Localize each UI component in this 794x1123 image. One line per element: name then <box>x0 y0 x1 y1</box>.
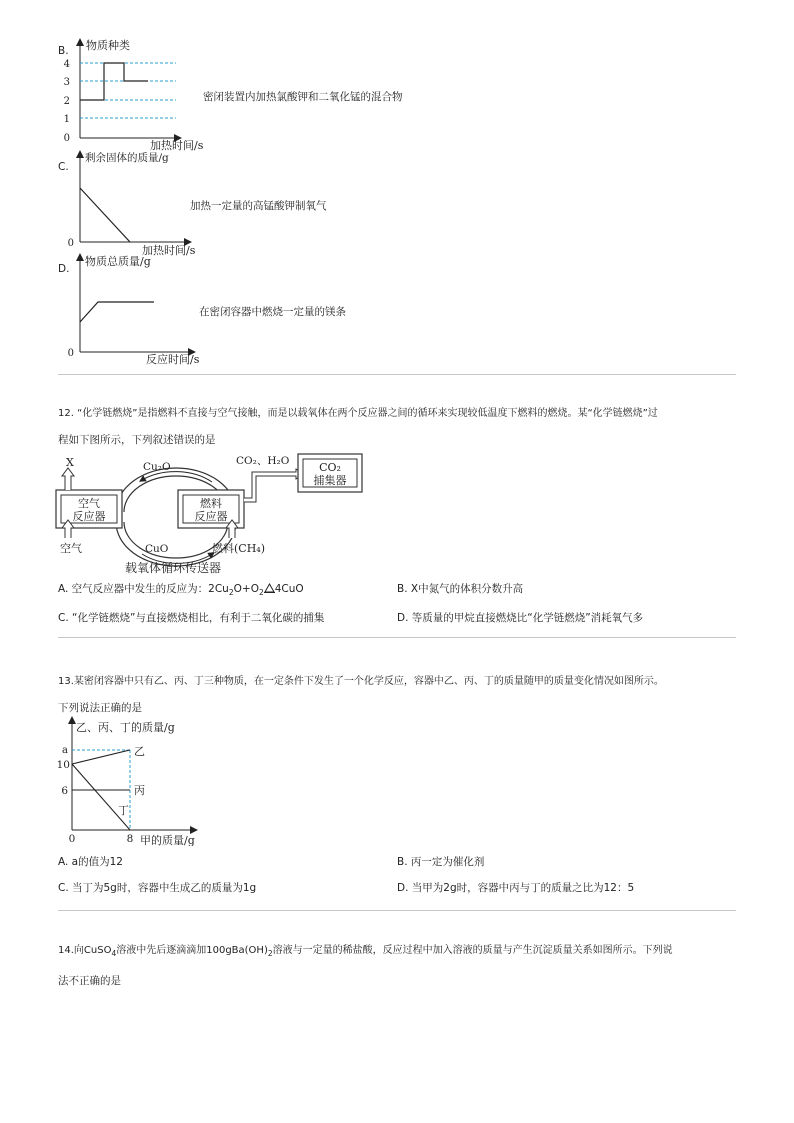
q13-option-c: C. 当丁为5g时，容器中生成乙的质量为1g <box>58 882 257 894</box>
q13-stem-line1: 13.某密闭容器中只有乙、丙、丁三种物质，在一定条件下发生了一个化学反应，容器中乙、丙、丁的质量随甲的质量变化情况如图所示。 <box>58 676 664 687</box>
q12-option-a-mid2: 4CuO <box>274 583 304 595</box>
divider <box>58 374 736 375</box>
q12-option-a <box>58 581 304 597</box>
y-axis-label: 剩余固体的质量/g <box>85 152 169 164</box>
tick-3: 3 <box>63 77 70 88</box>
products-label: CO₂、H₂O <box>236 455 290 467</box>
line-ding <box>72 764 130 830</box>
q12-option-a-mid1: O+O <box>233 583 259 595</box>
q14-sub-2: 2 <box>267 949 273 958</box>
q12-option-a-sub2: 2 <box>258 588 264 598</box>
x-axis-label: 反应时间/s <box>146 353 200 366</box>
product-pipe <box>244 469 304 502</box>
q13-chart <box>56 716 216 846</box>
option-letter-b: B. <box>58 45 69 57</box>
tick-1: 1 <box>63 114 70 125</box>
label-yi: 乙 <box>134 745 145 758</box>
tick-8: 8 <box>126 833 134 845</box>
q13-option-b: B. 丙一定为催化剂 <box>397 856 485 868</box>
x-axis-label: 甲的质量/g <box>140 834 195 846</box>
cu2o-label: Cu₂O <box>143 461 171 473</box>
collector-label-2: 捕集器 <box>313 474 347 487</box>
chemical-loop-diagram <box>52 450 372 578</box>
divider <box>58 637 736 638</box>
q12-option-b: B. X中氮气的体积分数升高 <box>397 583 524 595</box>
collector-label-1: CO₂ <box>319 461 341 474</box>
q14-stem-line1 <box>58 946 673 958</box>
y-axis-label: 物质总质量/g <box>85 255 151 268</box>
x-label: X <box>66 456 74 469</box>
y-axis-label: 物质种类 <box>86 39 130 52</box>
y-axis-label: 乙、丙、丁的质量/g <box>76 721 175 734</box>
air-reactor-label-2: 反应器 <box>72 510 106 523</box>
tick-10: 10 <box>56 759 70 771</box>
label-bing: 丙 <box>134 784 145 797</box>
q14-stem-line2: 法不正确的是 <box>58 975 121 987</box>
q14-sub-4: 4 <box>111 949 117 958</box>
air-in-label: 空气 <box>60 542 82 555</box>
option-letter-c: C. <box>58 161 69 173</box>
tick-2: 2 <box>63 96 70 107</box>
q13-option-a: A. a的值为12 <box>58 856 123 868</box>
description-c: 加热一定量的高锰酸钾制氧气 <box>190 200 327 212</box>
x-arrow <box>62 468 74 490</box>
tick-0: 0 <box>68 833 76 845</box>
q12-option-a-prefix: A. 空气反应器中发生的反应为：2Cu <box>58 583 229 595</box>
air-reactor-label-1: 空气 <box>78 497 100 510</box>
q13-option-d: D. 当甲为2g时，容器中丙与丁的质量之比为12：5 <box>397 882 635 894</box>
heat-triangle-icon <box>264 582 275 592</box>
fuel-reactor-label-1: 燃料 <box>200 497 222 510</box>
q12-stem-line2: 程如下图所示，下列叙述错误的是 <box>58 434 216 446</box>
q14-text-a: 14.向CuSO <box>58 945 112 956</box>
q12-stem-line1: 12. “化学链燃烧”是指燃料不直接与空气接触，而是以载氧体在两个反应器之间的循环来实现较低温度下燃料的燃烧。某“化学链燃烧”过 <box>58 408 658 419</box>
origin-label: 0 <box>67 348 74 359</box>
mass-line <box>80 302 154 322</box>
fuel-reactor-label-2: 反应器 <box>194 510 228 523</box>
tick-6: 6 <box>61 785 68 797</box>
option-letter-d: D. <box>58 263 70 275</box>
line-yi <box>72 750 130 764</box>
q13-stem-line2: 下列说法正确的是 <box>58 702 142 714</box>
q12-option-d: D. 等质量的甲烷直接燃烧比“化学链燃烧”消耗氧气多 <box>397 612 644 624</box>
tick-a: a <box>62 745 68 756</box>
divider <box>58 910 736 911</box>
decreasing-line <box>80 188 130 242</box>
cuo-label: CuO <box>145 543 169 555</box>
diagram-caption: 载氧体循环传送器 <box>125 561 222 575</box>
description-d: 在密闭容器中燃烧一定量的镁条 <box>199 306 346 318</box>
label-ding: 丁 <box>118 804 129 817</box>
tick-4: 4 <box>63 59 70 70</box>
description-b: 密闭装置内加热氯酸钾和二氧化锰的混合物 <box>203 91 403 103</box>
x-axis-label: 加热时间/s <box>150 139 204 152</box>
q14-text-c: 溶液与一定量的稀盐酸，反应过程中加入溶液的质量与产生沉淀质量关系如图所示。下列说 <box>272 945 673 956</box>
fuel-in-label: 燃料(CH₄) <box>212 542 266 555</box>
tick-0: 0 <box>63 133 70 144</box>
q14-text-b: 溶液中先后逐滴滴加100gBa(OH) <box>116 945 268 956</box>
origin-label: 0 <box>67 238 74 249</box>
q12-option-c: C. “化学链燃烧”与直接燃烧相比，有利于二氧化碳的捕集 <box>58 612 325 624</box>
x-axis-label: 加热时间/s <box>142 244 196 257</box>
q12-option-a-sub: 2 <box>228 588 234 598</box>
